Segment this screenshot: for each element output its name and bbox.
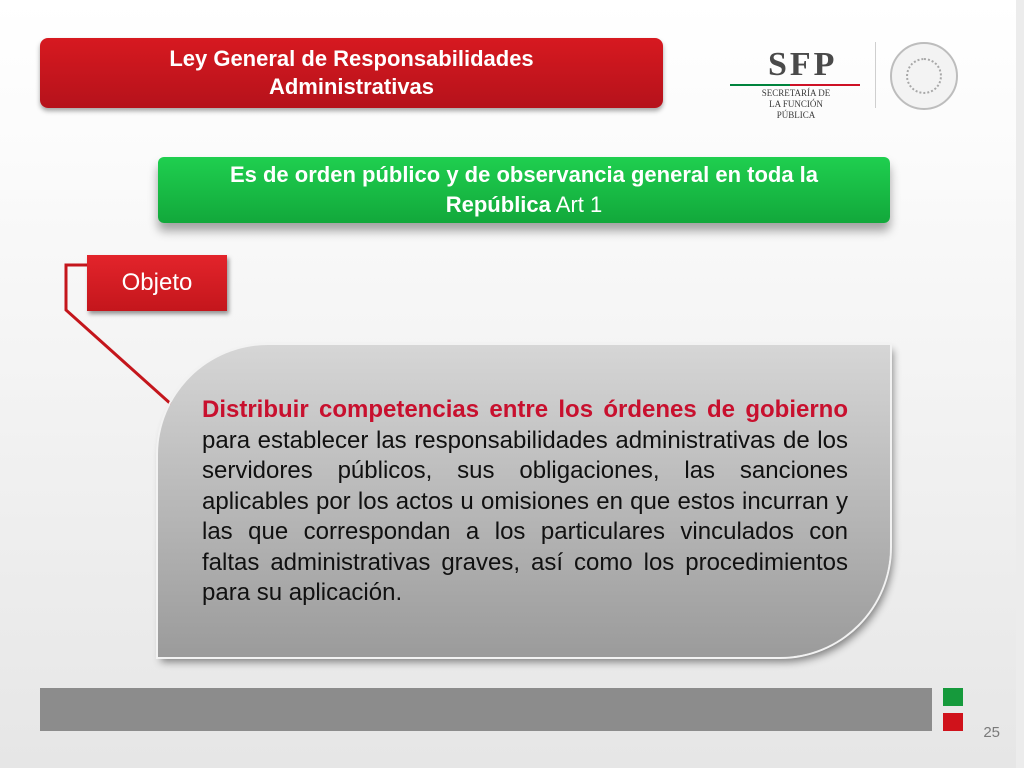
content-highlight: Distribuir competencias entre los órdenes de gobierno bbox=[202, 396, 848, 423]
title-line-2: Administrativas bbox=[268, 74, 435, 99]
sfp-subtitle-line-1: SECRETARÍA DE bbox=[761, 88, 831, 98]
seal-inner-ring bbox=[906, 58, 942, 94]
title-line-1: Ley General de Responsabilidades bbox=[169, 46, 534, 71]
logo-red-line bbox=[790, 84, 860, 86]
sfp-subtitle-line-2: LA FUNCIÓN PÚBLICA bbox=[769, 99, 823, 120]
sfp-subtitle bbox=[750, 88, 842, 121]
page-number: 25 bbox=[983, 724, 1000, 741]
objeto-label-text: Objeto bbox=[121, 269, 193, 296]
banner-line-2 bbox=[446, 190, 603, 220]
banner-article: Art 1 bbox=[550, 192, 603, 217]
mexican-coat-of-arms-seal-icon bbox=[890, 42, 958, 110]
objeto-label bbox=[87, 255, 227, 311]
logo-green-line bbox=[730, 84, 790, 86]
content-box bbox=[158, 345, 890, 657]
sfp-acronym: SFP bbox=[768, 46, 838, 83]
scope-banner bbox=[158, 157, 890, 223]
footer-bar bbox=[40, 688, 932, 731]
content-paragraph bbox=[202, 395, 848, 609]
banner-line-1: Es de orden público y de observancia general en toda la bbox=[229, 162, 819, 187]
title-box bbox=[40, 38, 663, 108]
sfp-logo bbox=[730, 42, 970, 120]
content-body: para establecer las responsabilidades administrativas de los servidores públicos, sus obligaciones, las sanciones aplicables por los actos u omisiones en que estos incurran y las que correspondan a los particulares vinculados con faltas administrativas graves, así como los procedimientos para su aplicación. bbox=[202, 426, 848, 606]
banner-bold-word: República bbox=[445, 192, 551, 217]
logo-divider bbox=[875, 42, 876, 108]
footer-green-square bbox=[943, 688, 963, 706]
